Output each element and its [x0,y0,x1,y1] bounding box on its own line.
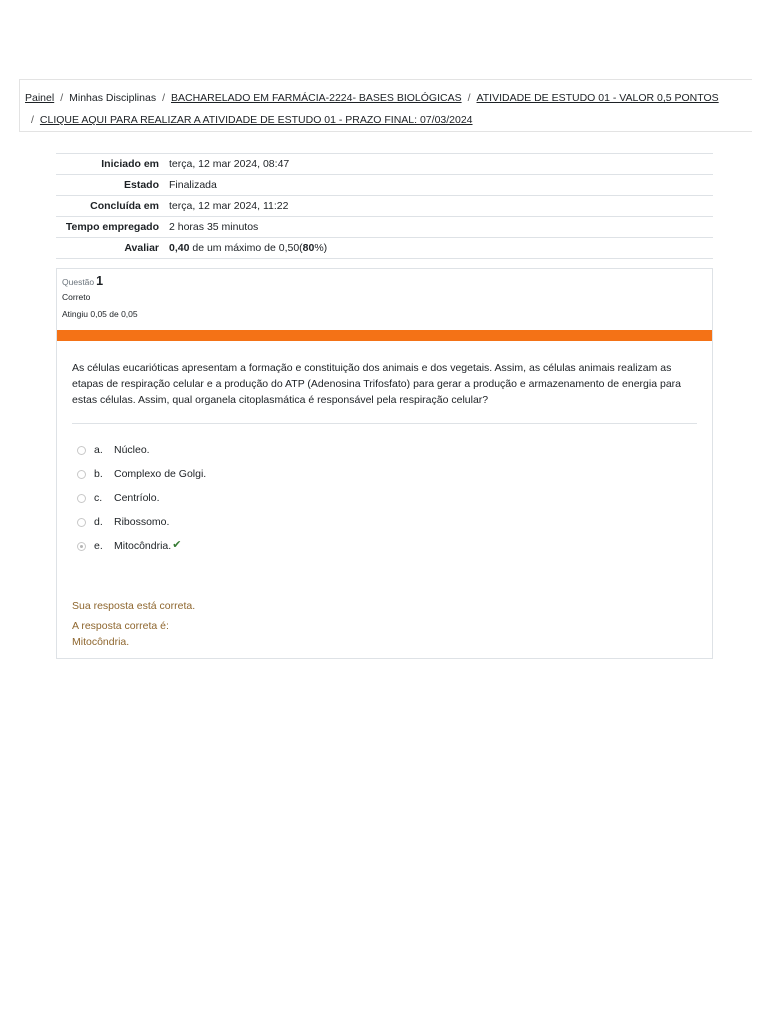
right-answer-value: Mitocôndria. [72,636,130,648]
breadcrumb-quiz[interactable]: CLIQUE AQUI PARA REALIZAR A ATIVIDADE DE ESTUDO 01 - PRAZO FINAL: 07/03/2024 [39,114,473,126]
question-state: Correto [62,292,91,302]
breadcrumb-minhas-disciplinas: Minhas Disciplinas [69,92,157,104]
summary-row-completed [56,196,713,217]
question-number: 1 [96,274,104,288]
summary-row-time [56,217,713,238]
grade-middle: de um máximo de 0,50( [189,242,303,254]
answer-text: Ribossomo. [114,516,170,528]
check-icon: ✔ [172,538,182,551]
question-text: As células eucarióticas apresentam a formação e constituição dos animais e dos vegetais. Assim, as células animais realizam as etapas de respiração celular e a produção do ATP (Adenosina Trifosfato) para gerar a produção e armazenamento de energia para estas células. Assim, qual organela citoplasmática é responsável pela respiração celular? [72,360,697,424]
breadcrumb-painel[interactable]: Painel [25,92,55,104]
feedback-section [72,598,712,650]
answer-option-d[interactable] [77,510,712,534]
state-value: Finalizada [169,179,217,191]
question-grade: Atingiu 0,05 de 0,05 [62,309,138,319]
question-accent-bar [57,330,712,341]
answer-letter: d. [94,516,103,528]
right-answer-label: A resposta correta é: [72,620,169,632]
question-info [57,269,712,330]
started-label: Iniciado em [101,158,159,170]
time-label: Tempo empregado [65,221,159,233]
answer-text: Complexo de Golgi. [114,468,207,480]
grade-score: 0,40 [169,242,190,254]
question-label: Questão [62,277,95,287]
grade-end: %) [314,242,328,254]
answer-letter: b. [94,468,103,480]
breadcrumb-separator: / [31,114,34,126]
time-value: 2 horas 35 minutos [169,221,259,233]
breadcrumb-course[interactable]: BACHARELADO EM FARMÁCIA-2224- BASES BIOLÓGICAS [171,92,462,104]
grade-value [165,238,713,259]
breadcrumb-separator: / [162,92,165,104]
answer-letter: e. [94,540,103,552]
answer-text: Centríolo. [114,492,160,504]
state-label: Estado [123,179,159,191]
summary-row-grade [56,238,713,259]
answer-letter: a. [94,444,103,456]
answer-option-b[interactable] [77,462,712,486]
answer-option-e[interactable] [77,534,712,558]
answer-text: Mitocôndria. [114,540,172,552]
answer-option-a[interactable] [77,438,712,462]
completed-label: Concluída em [90,200,159,212]
answer-radio[interactable] [77,470,86,479]
answer-radio[interactable] [77,494,86,503]
attempt-summary-table [56,153,713,259]
started-value: terça, 12 mar 2024, 08:47 [169,158,290,170]
question-card [56,268,713,659]
answer-radio[interactable] [77,446,86,455]
grade-percent: 80 [302,242,315,254]
breadcrumb [19,79,752,132]
feedback-correct: Sua resposta está correta. [72,600,196,612]
answer-radio-checked[interactable] [77,542,86,551]
completed-value: terça, 12 mar 2024, 11:22 [169,200,289,212]
summary-row-started [56,154,713,175]
answer-text: Núcleo. [114,444,150,456]
breadcrumb-separator: / [467,92,471,104]
breadcrumb-separator: / [60,92,64,104]
answer-letter: c. [94,492,103,504]
answer-radio[interactable] [77,518,86,527]
breadcrumb-activity[interactable]: ATIVIDADE DE ESTUDO 01 - VALOR 0,5 PONTOS [476,92,719,104]
answer-list [77,438,712,558]
answer-option-c[interactable] [77,486,712,510]
grade-label: Avaliar [124,242,159,254]
summary-row-state [56,175,713,196]
